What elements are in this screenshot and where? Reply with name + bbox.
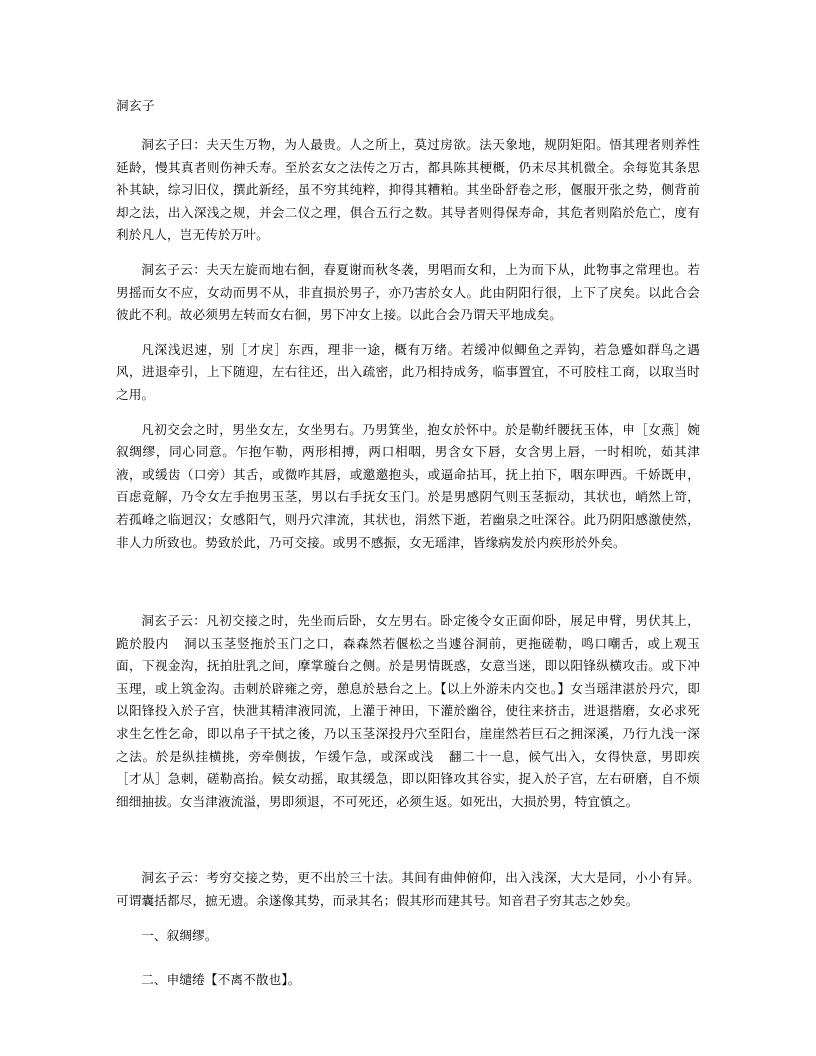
list-item: 二、申缱绻【不离不散也】。 (141, 972, 301, 988)
paragraph-5-part-a: 洞玄子云：凡初交接之时，先坐而后卧，女左男右。卧定後令女正面仰卧，展足申臂，男伏其上，跪於股内 (116, 613, 700, 651)
paragraph-5-part-c: 翻二十一息，候气出入，女得快意，男即疾［才从］急刺，磋勒高抬。候女动摇，取其缓急，即以阳锋攻其谷实，捉入於子宫，左右研磨，自不烦细细抽拔。女当津液流溢，男即须退，不可死还，必须生返。如死出，大损於男，特宜慎之。 (116, 748, 700, 809)
paragraph-3: 凡深浅迟速，别［才戾］东西，理非一途，概有万绪。若缓冲似鲫鱼之弄钩，若急蹙如群鸟之遇风，进退牵引，上下随迎，左右往还，出入疏密，此乃相持成务，临事置宜，不可胶柱工商，以取当时之用。 (116, 341, 700, 402)
section-spacer-2 (116, 825, 700, 867)
paragraph-1: 洞玄子曰：夫天生万物，为人最贵。人之所上，莫过房欲。法天象地，规阴矩阳。悟其理者则养性延龄，慢其真者则伤神夭寿。至於玄女之法传之万古，都具陈其梗概，仍未尽其机微全。余每览其条思补其缺，综习旧仪，撰此新经，虽不穷其纯粹，抑得其糟粕。其坐卧舒卷之形，偃服开张之势，侧背前却之法，出入深浅之规，并会二仪之理，俱合五行之数。其导者则得保寿命，其危者则陷於危亡，度有利於凡人，岂无传於万叶。 (116, 137, 700, 243)
document-content (116, 96, 700, 1014)
paragraph-5-part-b: 洞以玉茎竖拖於玉门之口，森森然若偃松之当遽谷洞前，更拖磋勒，鸣口嘲舌，或上观玉面，下视金沟，抚拍肚乳之间，摩掌璇台之侧。於是男情既惑，女意当迷，即以阳锋纵横攻击。或下冲玉理，或上筑金沟。击刺於辟雍之旁，憩息於悬台之上。【以上外游未内交也。】女当瑶津湛於丹穴，即以阳锋投入於子宫，快泄其精津液同流，上灌于神田，下灌於幽谷，使往来挤击，进退揩磨，女必求死求生乞性乞命，即以帛子干拭之後，乃以玉茎深投丹穴至阳台，崖崖然若巨石之拥深溪，乃行九浅一深之法。於是纵挂横挑，旁牵侧拔，乍缓乍急，或深或浅 (116, 635, 700, 764)
page-title: 洞玄子 (116, 98, 155, 113)
list-item: 一、叙绸缪。 (141, 927, 218, 943)
section-spacer-1 (116, 566, 700, 610)
paragraph-2: 洞玄子云：夫天左旋而地右徊，春夏谢而秋冬袭，男唱而女和，上为而下从，此物事之常理也。若男摇而女不应，女动而男不从，非直损於男子，亦乃害於女人。此由阴阳行很，上下了戾矣。以此合会彼此不利。故必须男左转而女右徊，男下冲女上接。以此合会乃谓天平地成矣。 (116, 261, 700, 323)
paragraph-5 (116, 610, 700, 813)
paragraph-6: 洞玄子云：考穷交接之势，更不出於三十法。其间有曲伸俯仰，出入浅深，大大是同，小小有异。可谓囊括都尽，摭无遗。余遂像其势，而录其名；假其形而建其号。知音君子穷其志之妙矣。 (116, 870, 700, 909)
paragraph-4: 凡初交会之时，男坐女左，女坐男右。乃男箕坐，抱女於怀中。於是勒纤腰抚玉体，申［女燕］婉叙绸缪，同心同意。乍抱乍勒，两形相搏，两口相咽，男含女下唇，女含男上唇，一时相吮，茹其津液，或缓齿（口旁）其舌，或微咋其唇，或邀邀抱头，或逼命拈耳，抚上拍下，咽东呷西。千娇既申，百虑竟解，乃令女左手抱男玉茎，男以右手抚女玉门。於是男感阴气则玉茎振动，其状也，峭然上笴，若孤峰之临迥汉；女感阳气，则丹穴津流，其状也，涓然下逝，若幽泉之吐深谷。此乃阴阳感激使然，非人力所致也。势致於此，乃可交接。或男不感振，女无瑶津，皆缘病发於内疾形於外矣。 (116, 421, 700, 550)
